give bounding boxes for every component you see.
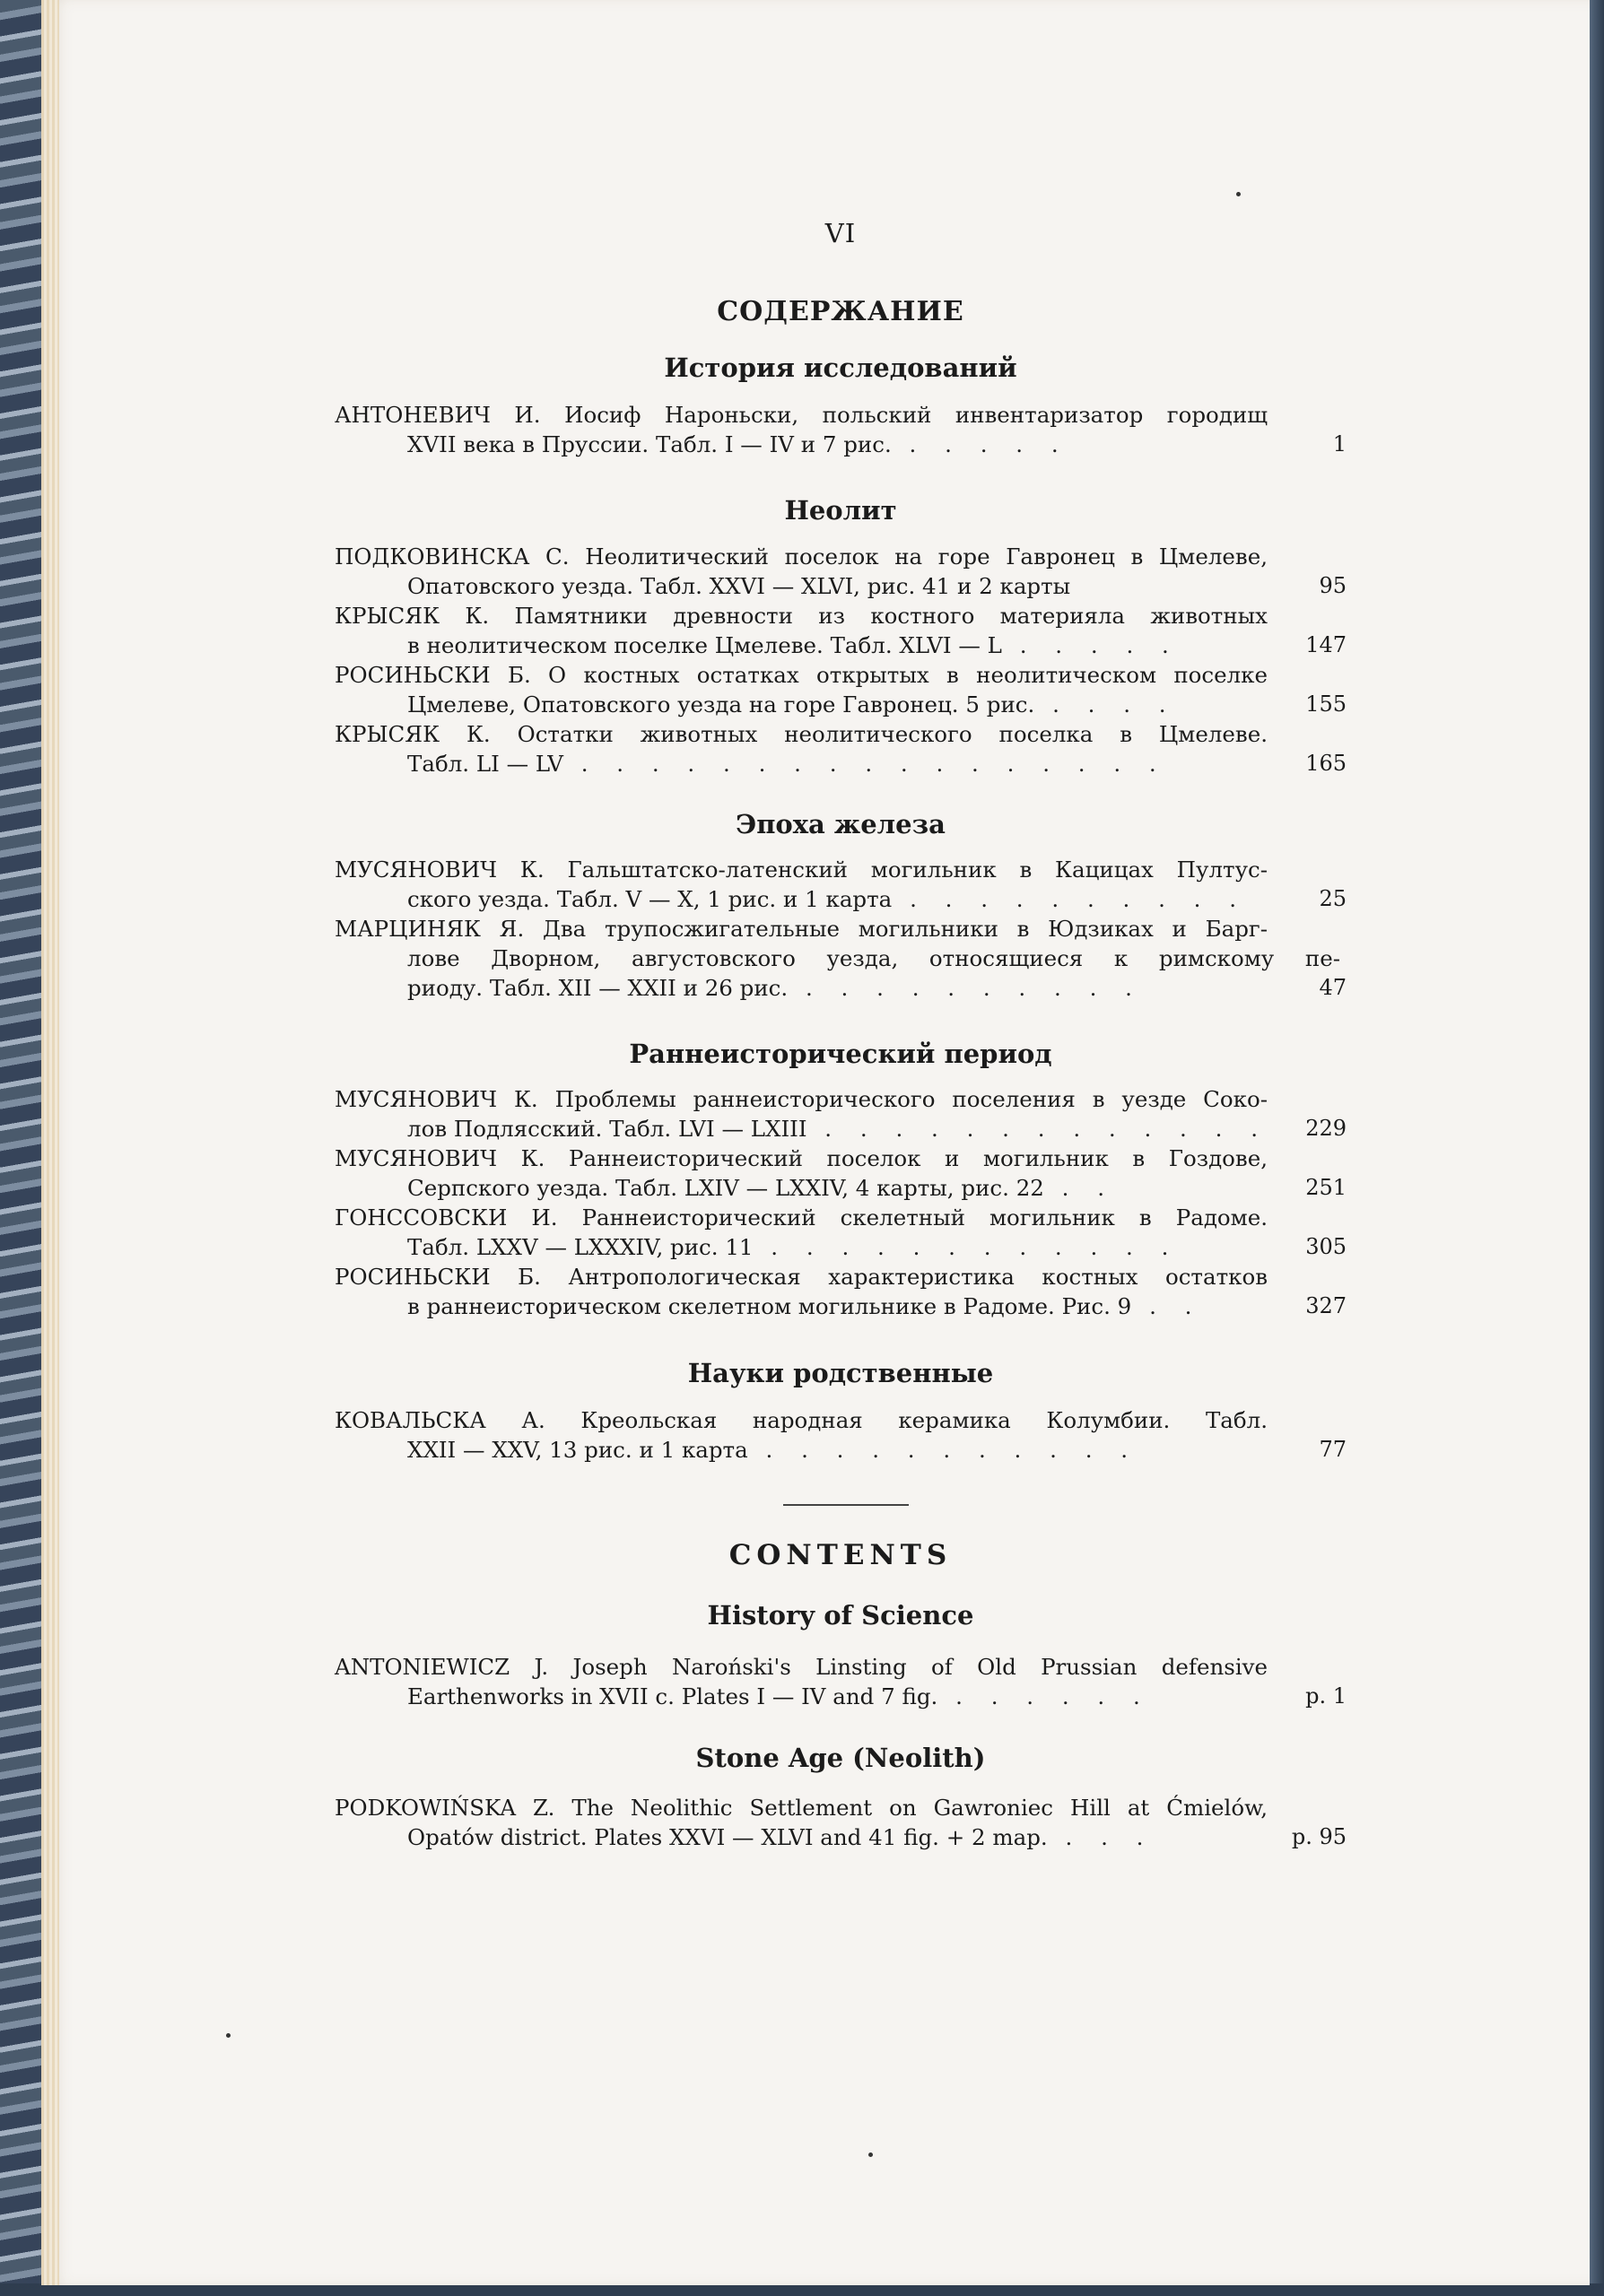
entry-line-wrap: [407, 1435, 1340, 1465]
entry-line: Цмелеве, Опатовского уезда на горе Гавронец. 5 рис.: [407, 691, 1035, 718]
entry-line: ГОНССОВСКИ И. Раннеисторический скелетный могильник в Радоме.: [335, 1205, 1268, 1231]
toc-entry: [335, 1262, 1347, 1321]
entry-line-wrap: [407, 973, 1340, 1003]
entry-line: лове Дворном, августовского уезда, относящиеся к римскому пе-: [407, 945, 1340, 971]
book-binding-bottom: [0, 2283, 1604, 2296]
subsection-title: Эпоха железа: [736, 809, 946, 839]
entry-line: ANTONIEWICZ J. Joseph Naroński's Linsting of Old Prussian defensive: [335, 1654, 1268, 1680]
entry-line: КРЫСЯК К. Памятники древности из костного материяла животных: [335, 603, 1268, 629]
entry-line-wrap: [407, 1173, 1340, 1203]
entry-page: 77: [1319, 1437, 1347, 1462]
subsection-title: Неолит: [784, 495, 897, 526]
toc-entry: [335, 1144, 1347, 1203]
entry-line: ского уезда. Табл. V — X, 1 рис. и 1 карта: [407, 886, 893, 912]
section-title: СОДЕРЖАНИЕ: [717, 296, 964, 327]
entry-line: Опатовского уезда. Табл. XXVI — XLVI, рис. 41 и 2 карты: [407, 573, 1071, 599]
entry-line: Серпского уезда. Табл. LXIV — LXXIV, 4 карты, рис. 22: [407, 1175, 1044, 1201]
entry-line: АНТОНЕВИЧ И. Иосиф Нароньски, польский инвентаризатор городищ: [335, 402, 1268, 428]
entry-line-wrap: [407, 1292, 1340, 1321]
entry-page: 229: [1305, 1116, 1347, 1141]
entry-line: Табл. LI — LV: [407, 751, 563, 777]
entry-page: p. 95: [1291, 1824, 1347, 1849]
entry-page: p. 1: [1305, 1683, 1347, 1709]
entry-line: РОСИНЬСКИ Б. О костных остатках открытых в неолитическом поселке: [335, 662, 1268, 688]
leader-dots: . . . . . . . . . . . . .: [806, 1116, 1268, 1142]
entry-line-wrap: [407, 1114, 1340, 1144]
entry-page: 95: [1319, 573, 1347, 598]
leader-dots: . . . . . . . . . .: [892, 886, 1248, 912]
toc-entry: [335, 855, 1347, 914]
leader-dots: . . . . . . . . . . . .: [753, 1234, 1180, 1260]
entry-line: ПОДКОВИНСКА С. Неолитический поселок на горе Гавронец в Цмелеве,: [335, 544, 1268, 570]
entry-line: Табл. LXXV — LXXXIV, рис. 11: [407, 1234, 754, 1260]
entry-line: МУСЯНОВИЧ К. Раннеисторический поселок и могильник в Гоздове,: [335, 1145, 1268, 1171]
toc-entry: [335, 601, 1347, 660]
toc-entry: [335, 914, 1347, 1003]
leader-dots: . . . . . .: [937, 1683, 1151, 1709]
divider-rule: [783, 1504, 909, 1506]
entry-line: риоду. Табл. XII — XXII и 26 рис.: [407, 975, 789, 1001]
entry-line-wrap: [407, 1232, 1340, 1262]
subsection-title: Науки родственные: [687, 1358, 994, 1388]
leader-dots: . . . .: [1034, 691, 1177, 718]
subsection-title: History of Science: [707, 1600, 974, 1631]
entry-line: XXII — XXV, 13 рис. и 1 карта: [407, 1437, 748, 1463]
entry-page: 1: [1332, 431, 1347, 457]
entry-line: КОВАЛЬСКА А. Креольская народная керамика Колумбии. Табл.: [335, 1407, 1268, 1433]
entry-line: РОСИНЬСКИ Б. Антропологическая характеристика костных остатков: [335, 1264, 1268, 1290]
entry-line: XVII века в Пруссии. Табл. I — IV и 7 рис.: [407, 431, 892, 457]
paper-speck: [868, 2152, 873, 2157]
toc-entry: [335, 1793, 1347, 1852]
section-title: CONTENTS: [728, 1539, 953, 1571]
paper-speck: [1236, 192, 1241, 196]
entry-line: КРЫСЯК К. Остатки животных неолитического поселка в Цмелеве.: [335, 721, 1268, 747]
leader-dots: . . . . .: [1001, 632, 1180, 658]
entry-page: 147: [1305, 632, 1347, 657]
subsection-title: История исследований: [664, 352, 1017, 383]
toc-entry: [335, 1084, 1347, 1144]
entry-line-wrap: [407, 690, 1340, 719]
toc-entry: [335, 400, 1347, 459]
leader-dots: . . . . .: [891, 431, 1069, 457]
page-number: VI: [824, 218, 857, 248]
entry-line-wrap: [407, 631, 1340, 660]
toc-entry: [335, 1652, 1347, 1711]
entry-line-wrap: [407, 749, 1340, 778]
entry-page: 251: [1305, 1175, 1347, 1200]
entry-page: 165: [1305, 751, 1347, 776]
entry-line: Earthenworks in XVII c. Plates I — IV and 7 fig.: [407, 1683, 938, 1709]
paper-speck: [226, 2033, 231, 2038]
leader-dots: . . . . . . . . . . .: [747, 1437, 1139, 1463]
entry-line-wrap: [407, 884, 1340, 914]
entry-page: 25: [1319, 886, 1347, 911]
entry-line: Opatów district. Plates XXVI — XLVI and 41 fig. + 2 map.: [407, 1824, 1048, 1850]
entry-line-wrap: [407, 430, 1340, 459]
entry-line: МАРЦИНЯК Я. Два трупосжигательные могильники в Юдзиках и Барг-: [335, 916, 1268, 942]
entry-line: лов Подлясский. Табл. LVI — LXIII: [407, 1116, 807, 1142]
entry-page: 305: [1305, 1234, 1347, 1259]
entry-line: МУСЯНОВИЧ К. Гальштатско-латенский могильник в Кацицах Пултус-: [335, 857, 1268, 883]
entry-page: 47: [1319, 975, 1347, 1000]
toc-entry: [335, 660, 1347, 719]
toc-entry: [335, 1203, 1347, 1262]
entry-line: МУСЯНОВИЧ К. Проблемы раннеисторического поселения в уезде Соко-: [335, 1086, 1268, 1112]
book-binding-left: [0, 0, 41, 2296]
subsection-title: Stone Age (Neolith): [695, 1743, 986, 1773]
toc-entry: [335, 719, 1347, 778]
leader-dots: . .: [1043, 1175, 1116, 1201]
entry-line: в неолитическом поселке Цмелеве. Табл. XLVI — L: [407, 632, 1002, 658]
entry-page: 327: [1305, 1293, 1347, 1318]
leader-dots: . . . . . . . . . . . . . . . . .: [562, 751, 1167, 777]
page-edges: [41, 0, 59, 2285]
entry-page: 155: [1305, 691, 1347, 717]
leader-dots: . . .: [1047, 1824, 1155, 1850]
toc-entry: [335, 542, 1347, 601]
entry-line: в раннеисторическом скелетном могильнике в Радоме. Рис. 9: [407, 1293, 1132, 1319]
subsection-title: Раннеисторический период: [629, 1039, 1052, 1069]
toc-entry: [335, 1405, 1347, 1465]
entry-line-wrap: [407, 1822, 1340, 1852]
entry-line-wrap: [407, 1682, 1340, 1711]
leader-dots: . . . . . . . . . .: [788, 975, 1143, 1001]
leader-dots: . .: [1131, 1293, 1203, 1319]
entry-line: PODKOWIŃSKA Z. The Neolithic Settlement on Gawroniec Hill at Ćmielów,: [335, 1795, 1268, 1821]
book-binding-right: [1590, 0, 1604, 2296]
